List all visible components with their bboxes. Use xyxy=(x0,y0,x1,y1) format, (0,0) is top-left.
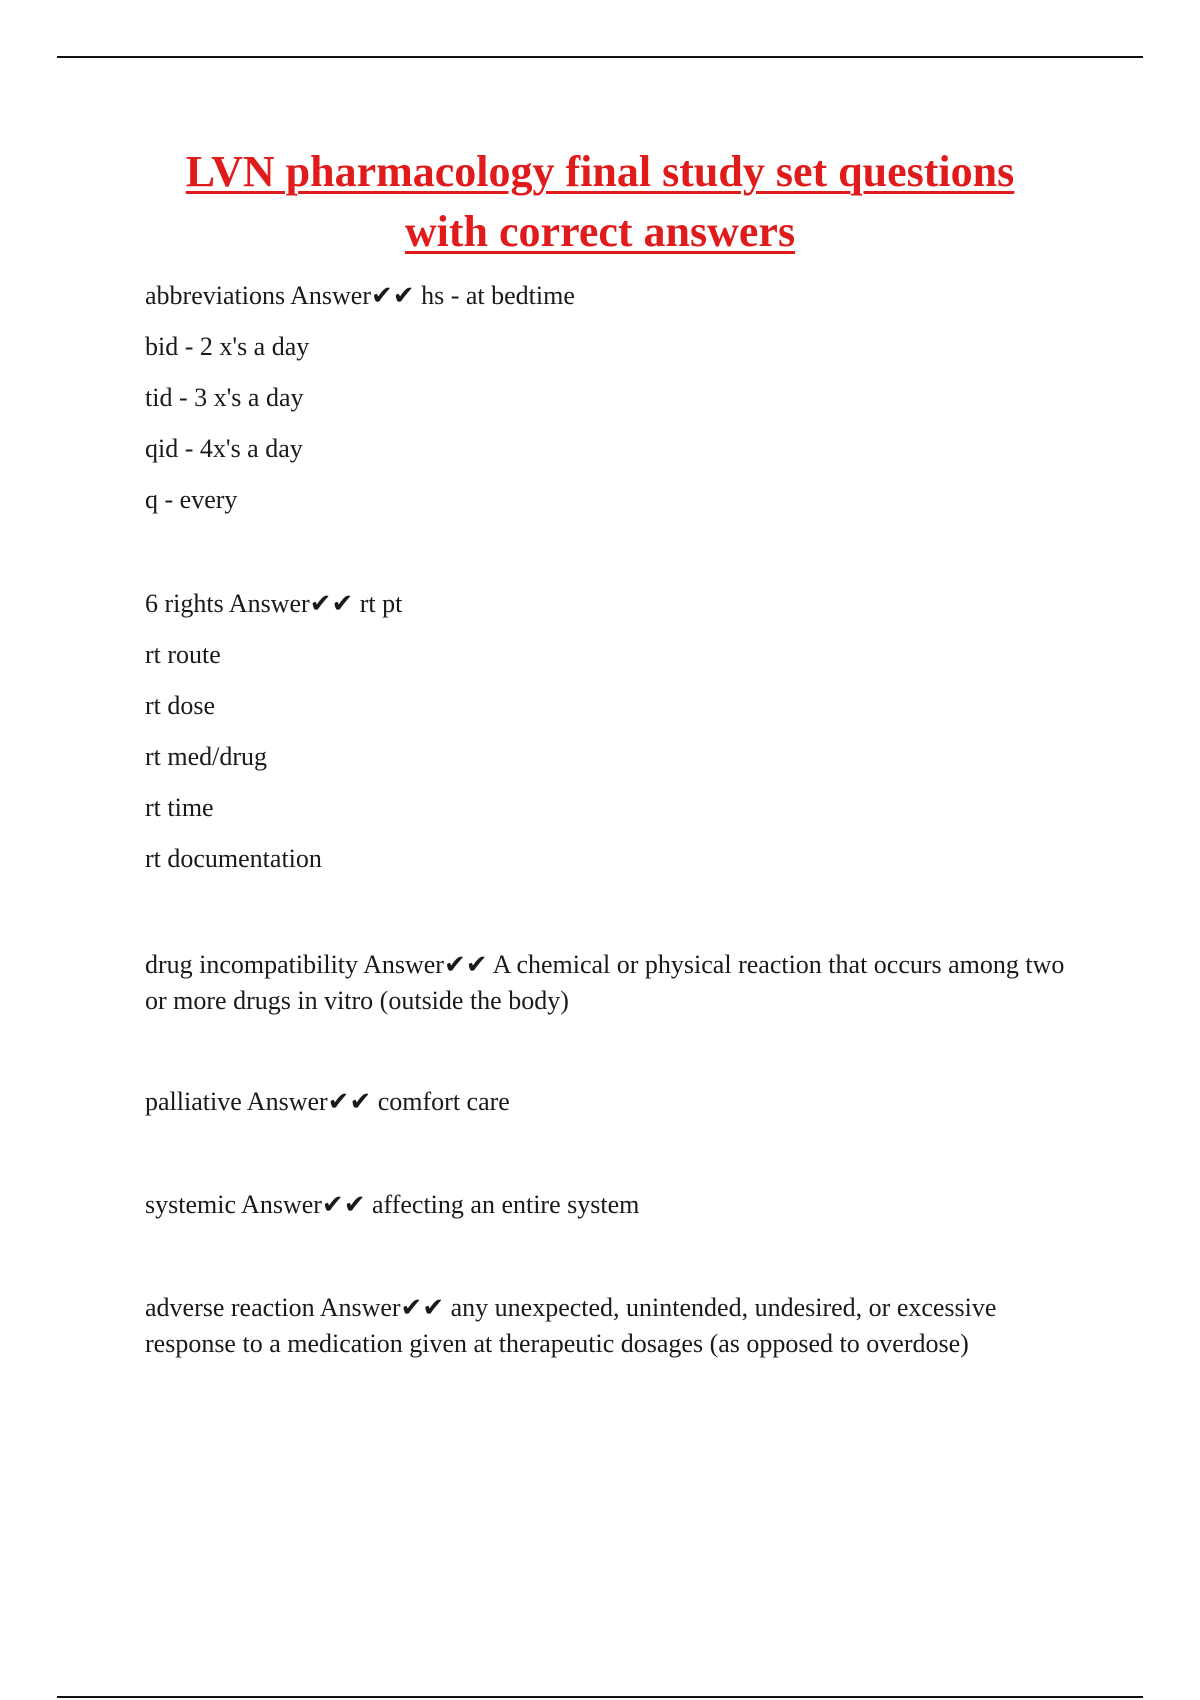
entry-text: drug incompatibility Answer✔✔ A chemical or physical reaction that occurs among two or more drugs in vitro (outside the body) xyxy=(145,950,1065,1015)
list-item: qid - 4x's a day xyxy=(145,434,303,463)
entry-systemic xyxy=(145,1187,1085,1223)
entry-abbreviations xyxy=(145,279,1085,517)
list-item: rt route xyxy=(145,640,221,669)
title-line-1: LVN pharmacology final study set questions xyxy=(185,147,1015,196)
entry-text: adverse reaction Answer✔✔ any unexpected, unintended, undesired, or excessive response to a medication given at therapeutic dosages (as opposed to overdose) xyxy=(145,1293,997,1358)
list-item: rt med/drug xyxy=(145,742,268,771)
page-title xyxy=(100,142,1100,262)
entry-term: abbreviations Answer✔✔ hs - at bedtime xyxy=(145,281,575,310)
top-rule xyxy=(57,56,1143,58)
entry-text: palliative Answer✔✔ comfort care xyxy=(145,1087,510,1116)
entry-palliative xyxy=(145,1084,1085,1120)
entry-6-rights xyxy=(145,587,1085,876)
list-item: rt dose xyxy=(145,691,216,720)
entry-text: systemic Answer✔✔ affecting an entire system xyxy=(145,1190,640,1219)
list-item: bid - 2 x's a day xyxy=(145,332,310,361)
title-line-2: with correct answers xyxy=(404,207,796,256)
list-item: tid - 3 x's a day xyxy=(145,383,304,412)
bottom-rule xyxy=(57,1696,1143,1698)
entry-adverse-reaction xyxy=(145,1290,1085,1362)
list-item: q - every xyxy=(145,485,238,514)
entry-drug-incompatibility xyxy=(145,947,1085,1019)
entry-term: 6 rights Answer✔✔ rt pt xyxy=(145,589,403,618)
list-item: rt documentation xyxy=(145,844,322,873)
list-item: rt time xyxy=(145,793,214,822)
